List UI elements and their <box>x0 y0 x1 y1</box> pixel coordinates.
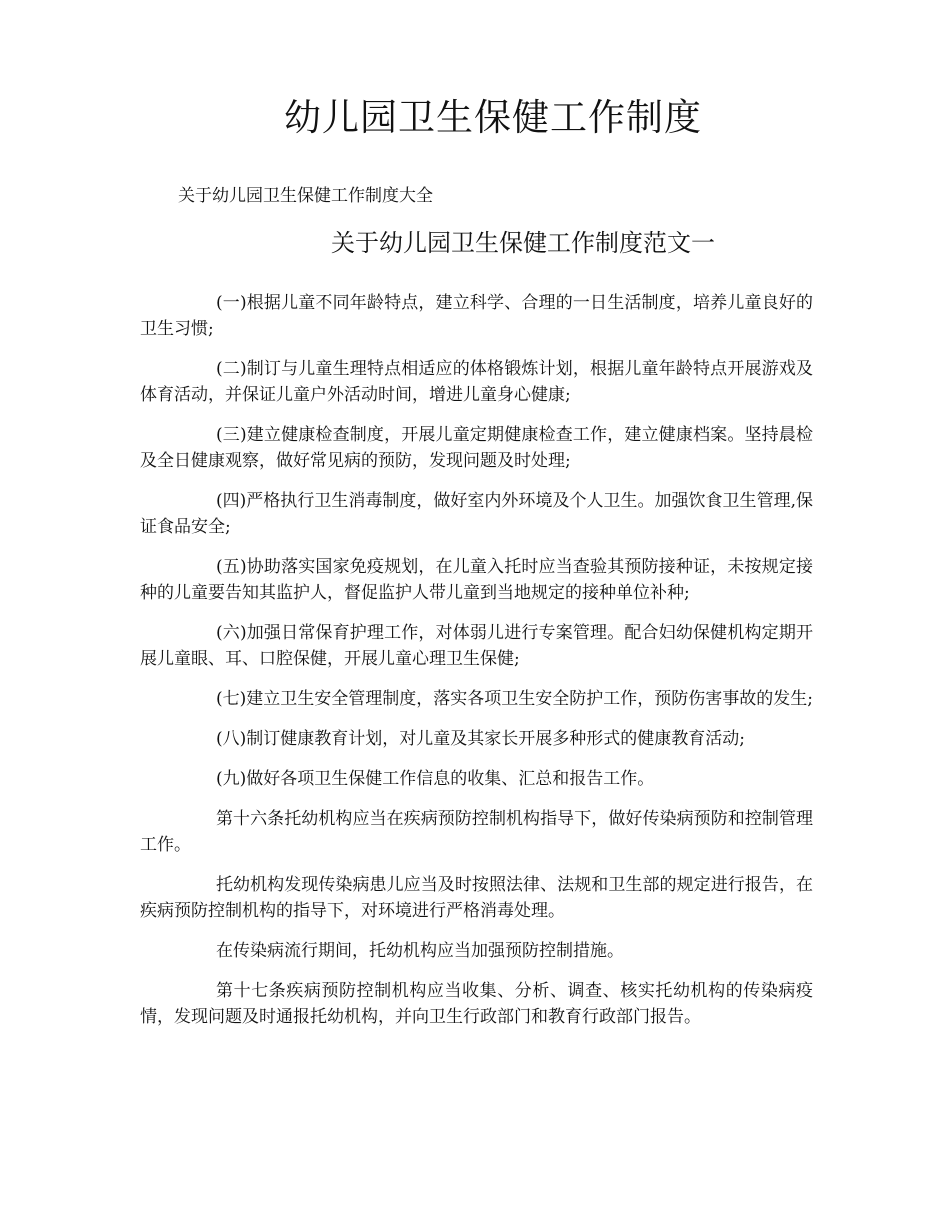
paragraph-2: (二)制订与儿童生理特点相适应的体格锻炼计划，根据儿童年龄特点开展游戏及体育活动，并保证儿童户外活动时间，增进儿童身心健康; <box>140 359 813 405</box>
paragraph-13: 第十七条疾病预防控制机构应当收集、分析、调查、核实托幼机构的传染病疫情，发现问题及时通报托幼机构，并向卫生行政部门和教育行政部门报告。 <box>140 981 813 1027</box>
paragraph-3: (三)建立健康检查制度，开展儿童定期健康检查工作，建立健康档案。坚持晨检及全日健康观察，做好常见病的预防，发现问题及时处理; <box>140 425 813 471</box>
paragraph-10: 第十六条托幼机构应当在疾病预防控制机构指导下，做好传染病预防和控制管理工作。 <box>140 809 813 855</box>
paragraph-1: (一)根据儿童不同年龄特点，建立科学、合理的一日生活制度，培养儿童良好的卫生习惯; <box>140 293 813 339</box>
section-heading: 关于幼儿园卫生保健工作制度范文一 <box>331 229 715 257</box>
paragraph-6: (六)加强日常保育护理工作，对体弱儿进行专案管理。配合妇幼保健机构定期开展儿童眼、耳、口腔保健，开展儿童心理卫生保健; <box>140 623 813 669</box>
paragraph-8: (八)制订健康教育计划，对儿童及其家长开展多种形式的健康教育活动; <box>216 729 745 749</box>
paragraph-12: 在传染病流行期间，托幼机构应当加强预防控制措施。 <box>216 941 624 961</box>
document-subtitle: 关于幼儿园卫生保健工作制度大全 <box>178 186 433 206</box>
paragraph-9: (九)做好各项卫生保健工作信息的收集、汇总和报告工作。 <box>216 769 655 789</box>
paragraph-7: (七)建立卫生安全管理制度，落实各项卫生安全防护工作，预防伤害事故的发生; <box>216 689 813 709</box>
paragraph-4: (四)严格执行卫生消毒制度，做好室内外环境及个人卫生。加强饮食卫生管理,保证食品安全; <box>140 491 813 537</box>
paragraph-5: (五)协助落实国家免疫规划，在儿童入托时应当查验其预防接种证，未按规定接种的儿童要告知其监护人，督促监护人带儿童到当地规定的接种单位补种; <box>140 557 813 603</box>
document-body <box>140 290 813 1044</box>
document-title: 幼儿园卫生保健工作制度 <box>284 96 702 139</box>
paragraph-11: 托幼机构发现传染病患儿应当及时按照法律、法规和卫生部的规定进行报告，在疾病预防控制机构的指导下，对环境进行严格消毒处理。 <box>140 875 813 921</box>
